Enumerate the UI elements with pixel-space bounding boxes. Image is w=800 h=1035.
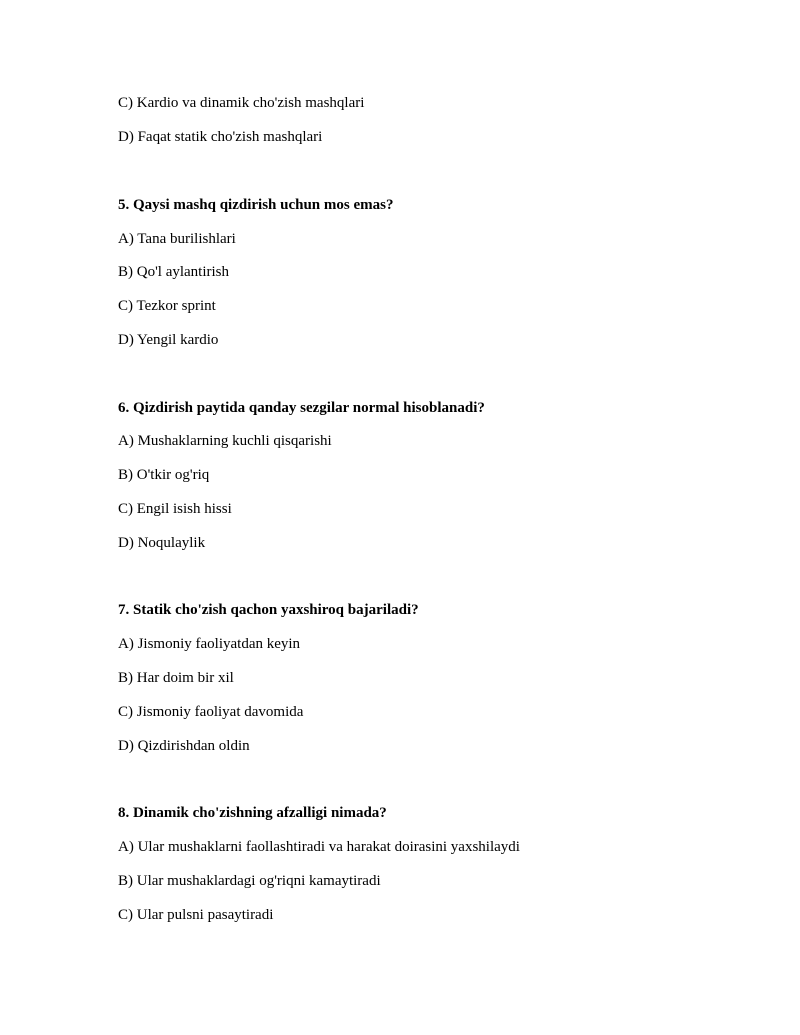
answer-option: D) Noqulaylik xyxy=(118,535,206,551)
answer-option: B) Har doim bir xil xyxy=(118,670,234,686)
answer-option: B) O'tkir og'riq xyxy=(118,467,210,483)
answer-option: A) Mushaklarning kuchli qisqarishi xyxy=(118,433,332,449)
answer-option: A) Tana burilishlari xyxy=(118,231,236,247)
answer-option: C) Kardio va dinamik cho'zish mashqlari xyxy=(118,95,365,111)
answer-option: B) Ular mushaklardagi og'riqni kamaytiradi xyxy=(118,873,381,889)
answer-option: A) Jismoniy faoliyatdan keyin xyxy=(118,636,301,652)
question-heading: 5. Qaysi mashq qizdirish uchun mos emas? xyxy=(118,197,394,213)
answer-option: C) Ular pulsni pasaytiradi xyxy=(118,907,274,923)
answer-option: B) Qo'l aylantirish xyxy=(118,264,230,280)
question-heading: 6. Qizdirish paytida qanday sezgilar normal hisoblanadi? xyxy=(118,400,485,416)
answer-option: C) Jismoniy faoliyat davomida xyxy=(118,704,304,720)
question-heading: 7. Statik cho'zish qachon yaxshiroq bajariladi? xyxy=(118,602,419,618)
answer-option: D) Qizdirishdan oldin xyxy=(118,738,250,754)
answer-option: C) Engil isish hissi xyxy=(118,501,232,517)
answer-option: D) Faqat statik cho'zish mashqlari xyxy=(118,129,323,145)
question-heading: 8. Dinamik cho'zishning afzalligi nimada? xyxy=(118,805,387,821)
answer-option: C) Tezkor sprint xyxy=(118,298,216,314)
answer-option: A) Ular mushaklarni faollashtiradi va harakat doirasini yaxshilaydi xyxy=(118,839,520,855)
answer-option: D) Yengil kardio xyxy=(118,332,219,348)
